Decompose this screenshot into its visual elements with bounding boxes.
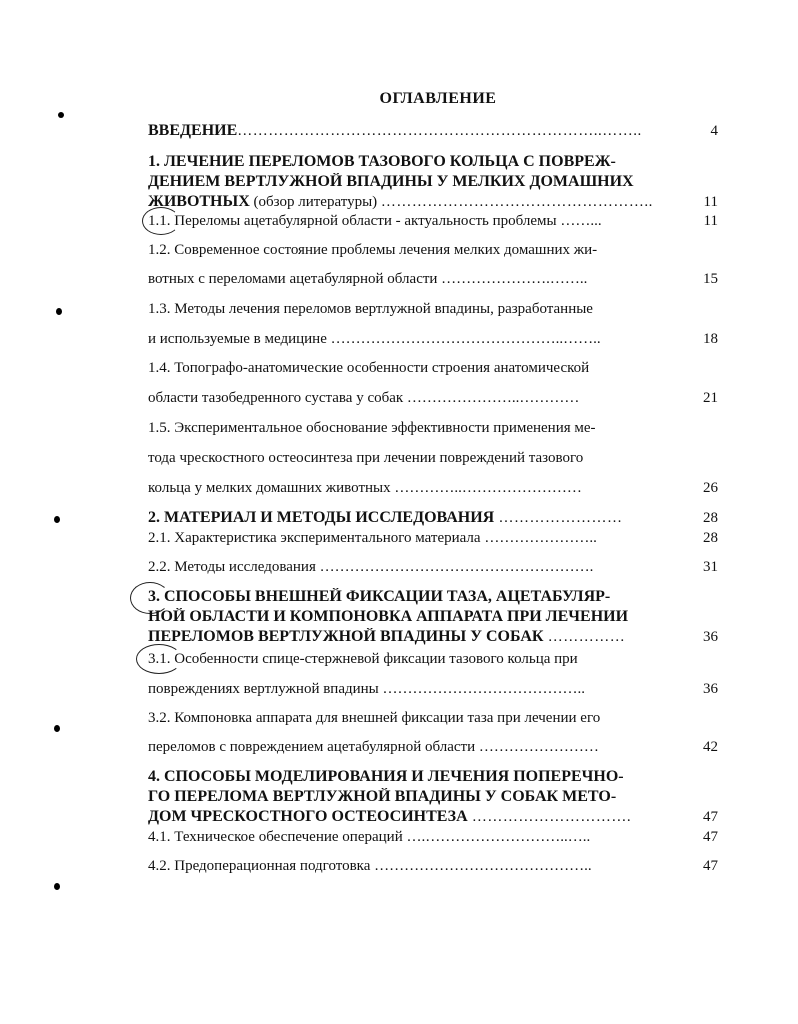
toc-page-number: 15 xyxy=(703,271,718,287)
toc-entry-1-5-line1[interactable]: 1.5. Экспериментальное обоснование эффективности применения ме- xyxy=(148,420,596,436)
toc-page-number: 28 xyxy=(703,530,718,546)
toc-leader: …………… xyxy=(543,629,626,645)
toc-page-number: 11 xyxy=(703,194,718,210)
toc-entry-1-4-line1[interactable]: 1.4. Топографо-анатомические особенности строения анатомической xyxy=(148,360,590,376)
toc-page-number: 42 xyxy=(703,739,718,755)
margin-dot xyxy=(58,112,64,118)
toc-leader: ……………………………………………………………..…….. xyxy=(237,123,642,139)
margin-dot xyxy=(54,883,60,890)
toc-page-number: 31 xyxy=(703,559,718,575)
toc-number: 3. xyxy=(148,588,160,605)
toc-section-2[interactable] xyxy=(148,509,678,527)
toc-entry-4-2[interactable]: 4.2. Предоперационная подготовка …………………………………….. xyxy=(148,858,592,874)
toc-page-number: 18 xyxy=(703,331,718,347)
toc-subtitle: (обзор литературы) xyxy=(249,194,381,210)
toc-label: ЖИВОТНЫХ xyxy=(148,193,250,210)
margin-dot xyxy=(54,516,60,523)
toc-section-3-line2[interactable]: НОЙ ОБЛАСТИ И КОМПОНОВКА АППАРАТА ПРИ ЛЕЧЕНИИ xyxy=(148,608,629,625)
toc-entry-3-1-line2[interactable]: повреждениях вертлужной впадины ………………………………….. xyxy=(148,681,585,697)
toc-leader: …………………………………………….. xyxy=(380,194,653,210)
toc-entry-1-5-line3[interactable]: кольца у мелких домашних животных …………..…………………… xyxy=(148,480,582,496)
toc-label: СПОСОБЫ ВНЕШНЕЙ ФИКСАЦИИ ТАЗА, АЦЕТАБУЛЯР- xyxy=(160,588,611,605)
toc-entry-3-1-line1[interactable] xyxy=(148,650,678,668)
toc-entry-2-1[interactable]: 2.1. Характеристика экспериментального материала ………………….. xyxy=(148,530,597,546)
toc-entry-1-1[interactable] xyxy=(148,212,678,230)
toc-entry-1-4-line2[interactable]: области тазобедренного сустава у собак …………………..………… xyxy=(148,390,580,406)
toc-section-4-line1[interactable]: 4. СПОСОБЫ МОДЕЛИРОВАНИЯ И ЛЕЧЕНИЯ ПОПЕРЕЧНО- xyxy=(148,768,624,785)
toc-label: ПЕРЕЛОМОВ ВЕРТЛУЖНОЙ ВПАДИНЫ У СОБАК xyxy=(148,628,544,645)
toc-page-number: 47 xyxy=(703,829,718,845)
toc-section-4-line2[interactable]: ГО ПЕРЕЛОМА ВЕРТЛУЖНОЙ ВПАДИНЫ У СОБАК МЕТО- xyxy=(148,788,617,805)
toc-label: Переломы ацетабулярной области - актуальность проблемы ……... xyxy=(170,213,602,229)
toc-number: 1.1. xyxy=(148,213,171,229)
toc-entry-4-1[interactable]: 4.1. Техническое обеспечение операций ….………………………..….. xyxy=(148,829,591,845)
toc-label: 2. МАТЕРИАЛ И МЕТОДЫ ИССЛЕДОВАНИЯ xyxy=(148,509,495,526)
toc-entry-1-3-line1[interactable]: 1.3. Методы лечения переломов вертлужной впадины, разработанные xyxy=(148,301,593,317)
toc-page-number: 36 xyxy=(703,629,718,645)
toc-leader: …………………… xyxy=(494,510,623,526)
toc-entry-1-5-line2[interactable]: тода чрескостного остеосинтеза при лечении повреждений тазового xyxy=(148,450,584,466)
toc-entry-1-3-line2[interactable]: и используемые в медицине ………………………………………..…….. xyxy=(148,331,601,347)
toc-page-number: 47 xyxy=(703,809,718,825)
toc-section-1-line3[interactable] xyxy=(148,193,678,211)
toc-entry-1-2-line2[interactable]: вотных с переломами ацетабулярной области ………………….…….. xyxy=(148,271,588,287)
margin-dot xyxy=(54,725,60,732)
toc-page-number: 47 xyxy=(703,858,718,874)
toc-section-1-line1[interactable]: 1. ЛЕЧЕНИЕ ПЕРЕЛОМОВ ТАЗОВОГО КОЛЬЦА С ПОВРЕЖ- xyxy=(148,153,616,170)
margin-dot xyxy=(56,308,62,315)
toc-label: ДОМ ЧРЕСКОСТНОГО ОСТЕОСИНТЕЗА xyxy=(148,808,468,825)
toc-number: 3.1. xyxy=(148,651,171,667)
page-title: ОГЛАВЛЕНИЕ xyxy=(379,90,497,107)
toc-entry-intro[interactable] xyxy=(148,122,678,140)
toc-section-3-line3[interactable] xyxy=(148,628,678,646)
toc-section-4-line3[interactable] xyxy=(148,808,678,826)
toc-page-number: 21 xyxy=(703,390,718,406)
toc-page-number: 36 xyxy=(703,681,718,697)
toc-label: Особенности спице-стержневой фиксации тазового кольца при xyxy=(170,651,578,667)
toc-page-number: 11 xyxy=(703,213,718,229)
toc-entry-3-2-line1[interactable]: 3.2. Компоновка аппарата для внешней фиксации таза при лечении его xyxy=(148,710,601,726)
toc-section-3-line1[interactable] xyxy=(148,588,678,606)
toc-label: ВВЕДЕНИЕ xyxy=(148,122,238,139)
toc-entry-1-2-line1[interactable]: 1.2. Современное состояние проблемы лечения мелких домашних жи- xyxy=(148,242,598,258)
toc-page-number: 4 xyxy=(710,123,718,139)
toc-section-1-line2[interactable]: ДЕНИЕМ ВЕРТЛУЖНОЙ ВПАДИНЫ У МЕЛКИХ ДОМАШНИХ xyxy=(148,173,634,190)
toc-page-number: 26 xyxy=(703,480,718,496)
toc-page-number: 28 xyxy=(703,510,718,526)
toc-entry-3-2-line2[interactable]: переломов с повреждением ацетабулярной области …………………… xyxy=(148,739,599,755)
toc-leader: …………………………. xyxy=(467,809,632,825)
toc-entry-2-2[interactable]: 2.2. Методы исследования ………………………………………………. xyxy=(148,559,594,575)
